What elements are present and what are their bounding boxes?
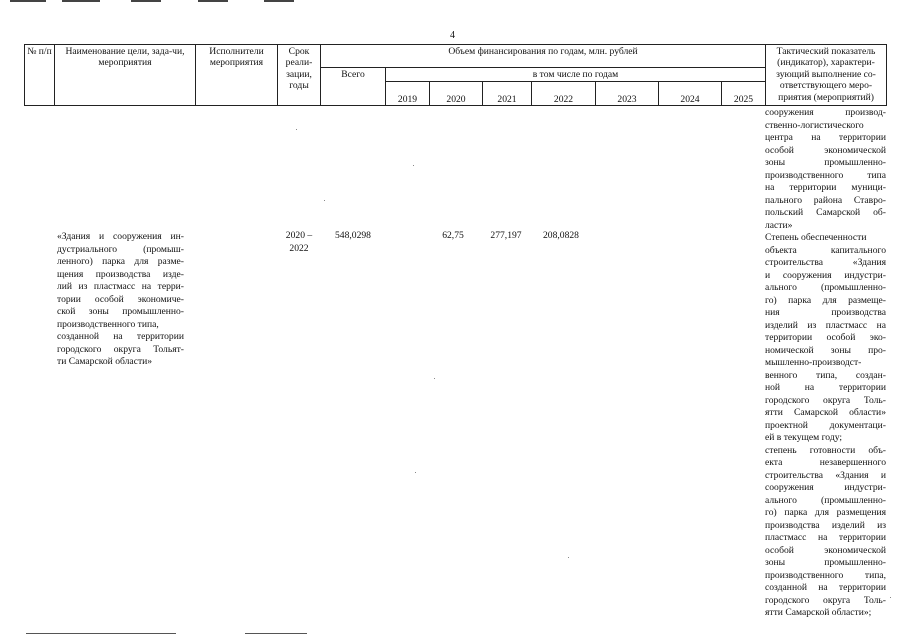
header-num: № п/п <box>25 45 55 106</box>
header-term: Срок реали-зации, годы <box>278 45 321 106</box>
text-line: объекта капитального <box>765 244 886 256</box>
header-year: 2024 <box>659 82 722 106</box>
term-line: 2022 <box>289 242 309 254</box>
text-line: строительства «Здания и <box>765 469 886 481</box>
text-line: щения производства изде- <box>57 268 184 280</box>
bottom-edge <box>26 633 176 634</box>
text-line: строительства «Здания <box>765 257 886 268</box>
scan-mark <box>198 0 228 2</box>
row-2020: 62,75 <box>442 230 464 241</box>
header-year: 2022 <box>532 82 596 106</box>
header-incl: в том числе по годам <box>386 68 766 82</box>
row-2021: 277,197 <box>490 230 522 241</box>
text-line: тории особой экономиче- <box>57 293 184 305</box>
table-header <box>24 44 887 106</box>
text-line: сооружения производ- <box>765 107 886 118</box>
header-total: Всего <box>321 68 386 106</box>
text-line: «Здания и сооружения ин- <box>57 231 184 242</box>
header-name: Наименование цели, зада-чи, мероприятия <box>55 45 196 106</box>
text-line: зоны промышленно- <box>765 157 886 168</box>
page-number: 4 <box>450 30 455 41</box>
scan-mark <box>131 0 161 2</box>
text-line: ти Самарской области» <box>57 356 153 367</box>
text-line: пального района Ставро- <box>765 194 886 206</box>
text-line: польский Самарской об- <box>765 207 886 218</box>
text-line: созданной на территории <box>765 582 886 593</box>
header-year: 2019 <box>386 82 430 106</box>
text-line: проектной документаци- <box>765 419 886 431</box>
text-line: ласти» <box>765 219 793 231</box>
text-line: ального (промышленно- <box>765 282 886 293</box>
bottom-edge <box>245 633 307 634</box>
text-line: производственного типа, <box>765 569 886 581</box>
header-year: 2020 <box>430 82 483 106</box>
text-line: особой экономической <box>765 544 886 556</box>
text-line: сооружения индустри- <box>765 482 886 493</box>
text-line: ленного) парка для разме- <box>57 256 184 267</box>
text-line: городского округа Тольят- <box>57 343 184 355</box>
text-line: Степень обеспеченности <box>765 232 867 243</box>
text-line: го) парка для размещения <box>765 507 886 518</box>
text-line: дустриального (промыш- <box>57 243 184 255</box>
text-line: центра на территории <box>765 132 886 143</box>
header-year: 2025 <box>722 82 766 106</box>
text-line: ской зоны промышленно- <box>57 306 184 317</box>
header-year: 2023 <box>596 82 659 106</box>
text-line: производственного типа, <box>57 318 159 330</box>
text-line: городского округа Толь- <box>765 594 886 606</box>
text-line: венного типа, создан- <box>765 369 886 381</box>
text-line: лий из пластмасс на терри- <box>57 281 184 292</box>
term-line: 2020 – <box>285 230 313 241</box>
text-line: на территории муници- <box>765 182 886 193</box>
text-line: ей в текущем году; <box>765 432 843 443</box>
text-line: ственно-логистического <box>765 119 864 131</box>
header-year: 2021 <box>483 82 532 106</box>
text-line: го) парка для размеще- <box>765 294 886 306</box>
text-line: зоны промышленно- <box>765 557 886 568</box>
text-line: изделий из пластмасс на <box>765 319 886 331</box>
text-line: городского округа Толь- <box>765 394 886 406</box>
text-line: особой экономической <box>765 144 886 156</box>
text-line: ятти Самарской области»; <box>765 607 872 618</box>
header-indicator: Тактический показатель (индикатор), характери-зующий выполнение со-ответствующего меро-приятия (мероприятий) <box>766 45 887 106</box>
text-line: производства изделий из <box>765 519 886 531</box>
text-line: номической зоны про- <box>765 344 886 356</box>
text-line: ятти Самарской области» <box>765 407 886 418</box>
row-indicator <box>765 107 886 620</box>
text-line: производственного типа <box>765 169 886 181</box>
text-line: мышленно-производст- <box>765 357 862 368</box>
header-funding: Объем финансирования по годам, млн. рублей <box>321 45 766 68</box>
text-line: ния производства <box>765 307 886 318</box>
header-executors: Исполнители мероприятия <box>196 45 278 106</box>
text-line: ального (промышленно- <box>765 494 886 506</box>
row-total: 548,0298 <box>335 230 371 241</box>
text-line: и сооружения индустри- <box>765 269 886 281</box>
text-line: степень готовности объ- <box>765 444 886 456</box>
scan-mark <box>10 0 46 2</box>
text-line: ной на территории <box>765 382 886 393</box>
row-2022: 208,0828 <box>543 230 579 241</box>
scan-mark <box>264 0 294 2</box>
row-name <box>57 231 184 369</box>
row-term <box>284 230 314 255</box>
text-line: созданной на территории <box>57 331 184 342</box>
scan-mark <box>62 0 100 2</box>
text-line: территории особой эко- <box>765 332 886 343</box>
text-line: пластмасс на территории <box>765 532 886 543</box>
text-line: екта незавершенного <box>765 457 886 468</box>
